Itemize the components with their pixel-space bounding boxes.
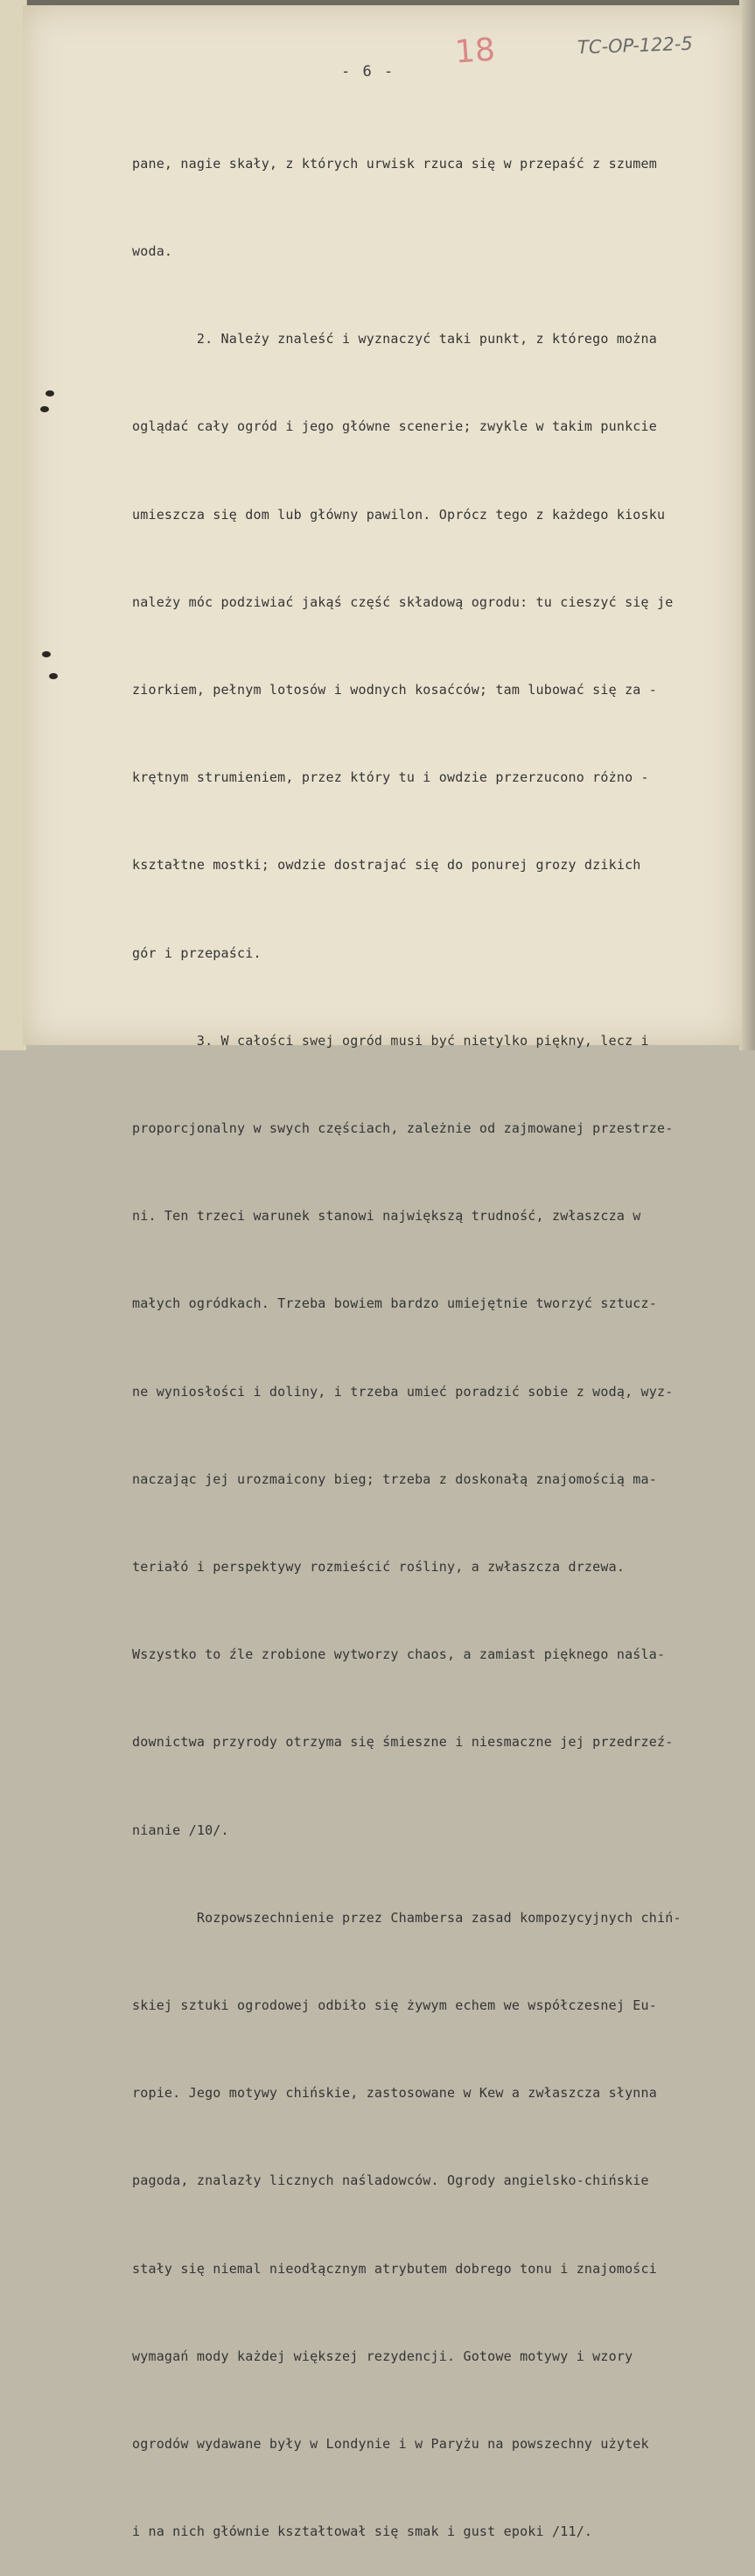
text-line: ni. Ten trzeci warunek stanowi największą trudność, zwłaszcza w [132, 1208, 641, 1225]
text-line: krętnym strumieniem, przez który tu i owdzie przerzucono różno - [132, 769, 649, 786]
punch-hole-icon [49, 673, 58, 679]
text-line: ropie. Jego motywy chińskie, zastosowane w Kew a zwłaszcza słynna [132, 2085, 657, 2102]
text-line: kształtne mostki; owdzie dostrajać się do ponurej grozy dzikich [132, 857, 641, 874]
text-line: i na nich głównie kształtował się smak i gust epoki /11/. [132, 2523, 593, 2540]
handwritten-page-mark: 18 [453, 32, 497, 71]
body-text [132, 91, 736, 2576]
archive-reference-mark: TC-OP-122-5 [577, 32, 694, 59]
punch-hole-icon [45, 390, 54, 397]
text-line: wymagań mody każdej większej rezydencji. Gotowe motywy i wzory [132, 2348, 633, 2364]
text-line: Rozpowszechnienie przez Chambersa zasad kompozycyjnych chiń- [132, 1909, 682, 1926]
punch-hole-icon [40, 406, 49, 412]
text-line: Wszystko to źle zrobione wytworzy chaos, a zamiast pięknego naśla- [132, 1646, 666, 1663]
text-line: nianie /10/. [132, 1821, 229, 1838]
text-line: ne wyniosłości i doliny, i trzeba umieć poradzić sobie z wodą, wyz- [132, 1383, 674, 1400]
text-line: gór i przepaści. [132, 944, 262, 961]
text-line: umieszcza się dom lub główny pawilon. Oprócz tego z każdego kiosku [132, 506, 666, 523]
text-line: downictwa przyrody otrzyma się śmieszne i niesmaczne jej przedrzeź- [132, 1734, 674, 1751]
text-line: teriałó i perspektywy rozmieścić rośliny, a zwłaszcza drzewa. [132, 1559, 626, 1576]
text-line: ogrodów wydawane były w Londynie i w Paryżu na powszechny użytek [132, 2436, 649, 2453]
text-line: proporcjonalny w swych częściach, zależnie od zajmowanej przestrze- [132, 1120, 674, 1137]
text-line: 3. W całości swej ogród musi być nietylko piękny, lecz i [132, 1032, 649, 1049]
punch-hole-icon [42, 651, 51, 657]
text-line: oglądać cały ogród i jego główne scenerie; zwykle w takim punkcie [132, 418, 657, 435]
text-line: woda. [132, 243, 173, 260]
text-line: stały się niemal nieodłącznym atrybutem dobrego tonu i znajomości [132, 2260, 657, 2277]
text-line: należy móc podziwiać jakąś część składową ogrodu: tu cieszyć się je [132, 593, 674, 610]
text-line: pagoda, znalazły licznych naśladowców. Ogrody angielsko-chińskie [132, 2172, 649, 2189]
text-line: skiej sztuki ogrodowej odbiło się żywym echem we współczesnej Eu- [132, 1997, 657, 2014]
text-line: pane, nagie skały, z których urwisk rzuca się w przepaść z szumem [132, 155, 657, 172]
page-number: - 6 - [341, 63, 395, 81]
text-line: małych ogródkach. Trzeba bowiem bardzo umiejętnie tworzyć sztucz- [132, 1295, 657, 1312]
text-line: naczając jej urozmaicony bieg; trzeba z doskonałą znajomością ma- [132, 1470, 657, 1487]
text-line: 2. Należy znaleść i wyznaczyć taki punkt, z którego można [132, 331, 657, 347]
text-line: ziorkiem, pełnym lotosów i wodnych kosaćców; tam lubować się za - [132, 682, 657, 698]
